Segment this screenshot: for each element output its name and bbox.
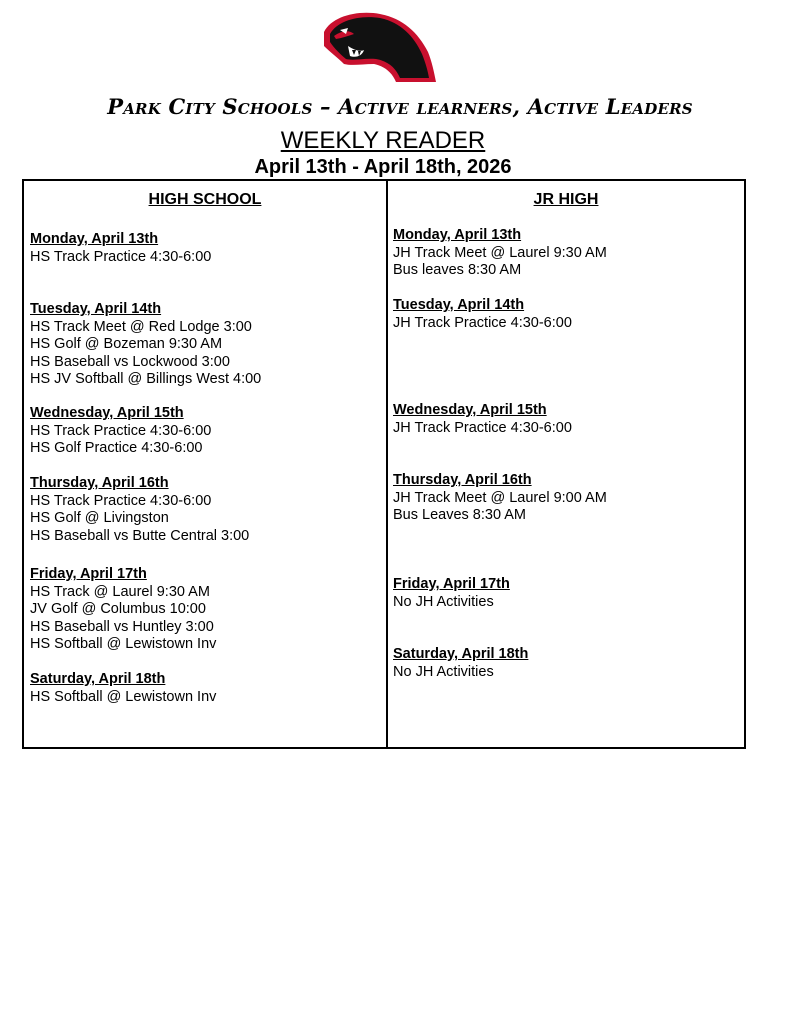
event-item: HS Golf Practice 4:30-6:00: [30, 440, 203, 457]
day-heading: Wednesday, April 15th: [393, 402, 547, 418]
event-item: HS Golf @ Bozeman 9:30 AM: [30, 336, 223, 353]
event-item: HS Track @ Laurel 9:30 AM: [30, 583, 210, 600]
hs-day-monday: [30, 231, 211, 266]
day-heading: Tuesday, April 14th: [393, 297, 525, 313]
jh-day-saturday: [393, 646, 528, 681]
event-item: JH Track Practice 4:30-6:00: [393, 419, 572, 436]
day-heading: Wednesday, April 15th: [30, 405, 184, 421]
event-item: HS Golf @ Livingston: [30, 510, 169, 527]
jh-day-thursday: [393, 472, 607, 525]
event-item: HS Baseball vs Butte Central 3:00: [30, 527, 250, 544]
hs-day-saturday: [30, 671, 216, 706]
day-heading: Friday, April 17th: [393, 576, 510, 592]
jh-day-monday: [393, 227, 607, 280]
day-heading: Thursday, April 16th: [393, 472, 532, 488]
hs-day-thursday: [30, 475, 249, 545]
jr-high-column: [388, 181, 744, 747]
event-item: HS Softball @ Lewistown Inv: [30, 688, 217, 705]
event-item: JH Track Practice 4:30-6:00: [393, 314, 572, 331]
jh-day-wednesday: [393, 402, 572, 437]
hs-day-wednesday: [30, 405, 211, 458]
hs-day-friday: [30, 566, 216, 654]
day-heading: Thursday, April 16th: [30, 475, 169, 491]
jr-high-heading: JR HIGH: [533, 191, 599, 208]
event-item: HS Track Practice 4:30-6:00: [30, 492, 212, 509]
day-heading: Saturday, April 18th: [393, 646, 529, 662]
day-heading: Tuesday, April 14th: [30, 301, 162, 317]
event-item: HS JV Softball @ Billings West 4:00: [30, 371, 262, 388]
event-item: HS Track Meet @ Red Lodge 3:00: [30, 318, 252, 335]
day-heading: Monday, April 13th: [30, 231, 159, 247]
event-item: HS Track Practice 4:30-6:00: [30, 248, 212, 265]
school-motto: Park City Schools – Active learners, Active Leaders: [107, 94, 693, 119]
jh-day-friday: [393, 576, 510, 611]
event-item: No JH Activities: [393, 663, 494, 680]
jh-day-tuesday: [393, 297, 572, 332]
event-item: HS Baseball vs Huntley 3:00: [30, 618, 214, 635]
schedule-table: [22, 179, 746, 749]
hs-day-tuesday: [30, 301, 261, 389]
event-item: HS Baseball vs Lockwood 3:00: [30, 353, 230, 370]
date-range: April 13th - April 18th, 2026: [254, 156, 512, 178]
panther-logo-icon: [318, 8, 440, 84]
high-school-heading: HIGH SCHOOL: [148, 191, 262, 208]
high-school-column: [24, 181, 388, 747]
event-item: JV Golf @ Columbus 10:00: [30, 601, 206, 618]
event-item: JH Track Meet @ Laurel 9:30 AM: [393, 244, 607, 261]
event-item: No JH Activities: [393, 593, 494, 610]
event-item: Bus leaves 8:30 AM: [393, 262, 522, 279]
event-item: JH Track Meet @ Laurel 9:00 AM: [393, 489, 607, 506]
day-heading: Monday, April 13th: [393, 227, 522, 243]
day-heading: Friday, April 17th: [30, 566, 147, 582]
day-heading: Saturday, April 18th: [30, 671, 166, 687]
event-item: Bus Leaves 8:30 AM: [393, 507, 526, 524]
page-title: WEEKLY READER: [280, 127, 486, 154]
event-item: HS Softball @ Lewistown Inv: [30, 636, 217, 653]
event-item: HS Track Practice 4:30-6:00: [30, 422, 212, 439]
